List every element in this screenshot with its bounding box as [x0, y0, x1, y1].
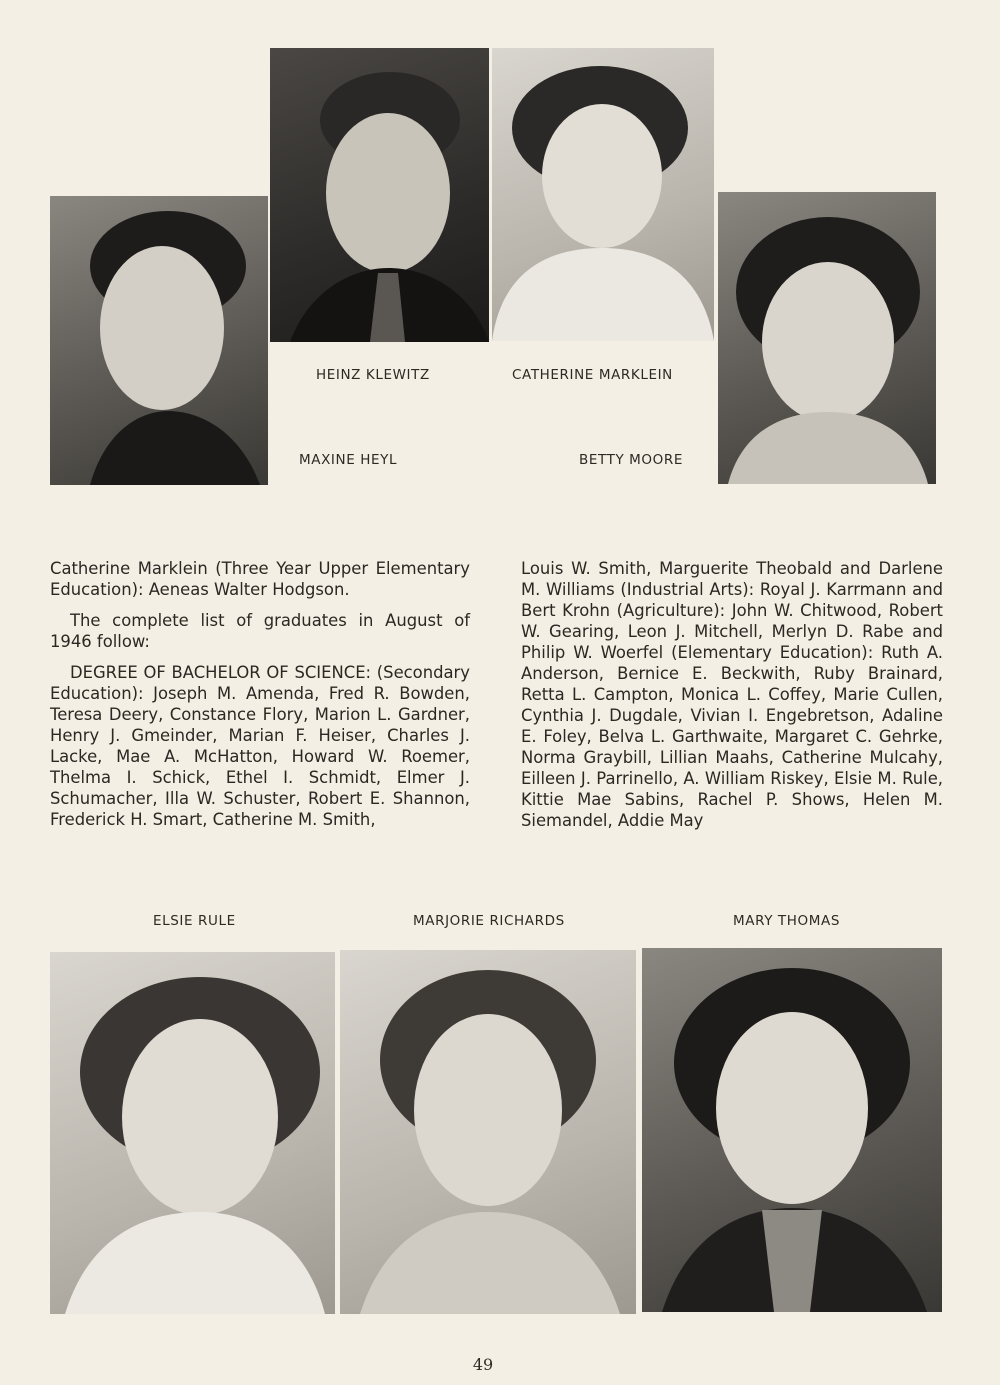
- photo-catherine-marklein: [492, 48, 714, 341]
- photo-maxine-heyl: [50, 196, 268, 485]
- caption-mary-thomas: MARY THOMAS: [733, 913, 841, 929]
- paragraph-graduates-intro: The complete list of graduates in August of 1946 follow:: [50, 611, 470, 651]
- right-text-column: [521, 558, 943, 841]
- portrait-silhouette: [492, 48, 714, 341]
- paragraph-bachelor-of-science: DEGREE OF BACHELOR OF SCIENCE: (Secondary Education): Joseph M. Amenda, Fred R. Bowden, Teresa Deery, Constance Flory, Marion L. Gardner, Henry J. Gmeinder, Marian F. Heiser, Charles J. Lacke, Mae A. McHatton, Howard W. Roemer, Thelma I. Schick, Ethel I. Schmidt, Elmer J. Schumacher, Illa W. Schuster, Robert E. Shannon, Frederick H. Smart, Catherine M. Smith,: [50, 663, 470, 829]
- photo-elsie-rule: [50, 952, 335, 1314]
- portrait-silhouette: [718, 192, 936, 484]
- caption-elsie-rule: ELSIE RULE: [153, 913, 236, 929]
- caption-heinz-klewitz: HEINZ KLEWITZ: [316, 367, 430, 383]
- portrait-silhouette: [340, 950, 636, 1314]
- photo-marjorie-richards: [340, 950, 636, 1314]
- caption-marjorie-richards: MARJORIE RICHARDS: [413, 913, 565, 929]
- photo-heinz-klewitz: [270, 48, 489, 342]
- photo-betty-moore: [718, 192, 936, 484]
- caption-catherine-marklein: CATHERINE MARKLEIN: [512, 367, 673, 383]
- paragraph-graduates-continued: Louis W. Smith, Marguerite Theobald and Darlene M. Williams (Industrial Arts): Royal J. Karrmann and Bert Krohn (Agriculture): John W. Chitwood, Robert W. Gearing, Leon J. Mitchell, Merlyn D. Rabe and Philip W. Woerfel (Elementary Education): Ruth A. Anderson, Bernice E. Beckwith, Ruby Brainard, Retta L. Campton, Monica L. Coffey, Marie Cullen, Cynthia J. Dugdale, Vivian I. Engebretson, Adaline E. Foley, Belva L. Garthwaite, Margaret C. Gehrke, Norma Graybill, Lillian Maahs, Catherine Mulcahy, Eilleen J. Parrinello, A. William Riskey, Elsie M. Rule, Kittie Mae Sabins, Rachel P. Shows, Helen M. Siemandel, Addie May: [521, 559, 943, 830]
- portrait-silhouette: [642, 948, 942, 1312]
- photo-mary-thomas: [642, 948, 942, 1312]
- portrait-silhouette: [270, 48, 489, 342]
- portrait-silhouette: [50, 196, 268, 485]
- caption-maxine-heyl: MAXINE HEYL: [299, 452, 398, 468]
- paragraph-marklein-note: Catherine Marklein (Three Year Upper Elementary Education): Aeneas Walter Hodgson.: [50, 559, 470, 599]
- portrait-silhouette: [50, 952, 335, 1314]
- left-text-column: [50, 558, 470, 840]
- caption-betty-moore: BETTY MOORE: [579, 452, 683, 468]
- page-number: 49: [472, 1355, 494, 1374]
